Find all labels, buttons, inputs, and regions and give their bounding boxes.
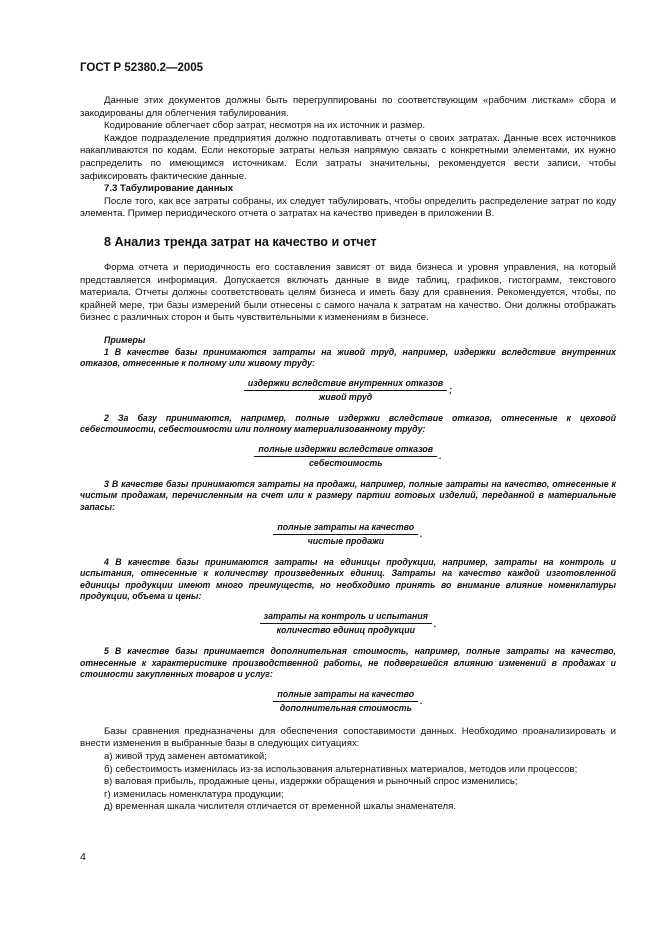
formula-1-punct: ; [449, 385, 453, 396]
paragraph-2: Кодирование облегчает сбор затрат, несмотря на их источник и размер. [104, 120, 425, 132]
example-4-text: 4 В качестве базы принимаются затраты на единицы продукции, например, затраты на контроль и испытания, отнесенные к количеству произведенных единиц. Затраты на качество каждой изготовленной единицы продукции имеют много преимуществ, но необходимо принять во внимание влияние номенклатуры продукции, объема и цены: [80, 556, 616, 602]
formula-3-punct: . [420, 529, 423, 540]
formula-5-numerator: полные затраты на качество [273, 689, 418, 702]
formula-2-punct: . [439, 451, 442, 462]
list-item-v: в) валовая прибыль, продажные цены, издержки обращения и рыночный спрос изменились; [104, 776, 518, 788]
formula-2-numerator: полные издержки вследствие отказов [254, 444, 437, 457]
example-5-text: 5 В качестве базы принимается дополнительная стоимость, например, полные затраты на качество, отнесенные к характеристике производственной работы, не подвергшейся влиянию изменений в продажах и стоимости закупленных товаров и услуг: [80, 646, 616, 680]
example-1-text: 1 В качестве базы принимаются затраты на живой труд, например, издержки вследствие внутренних отказов, отнесенные к полному или живому труду: [80, 346, 616, 369]
example-2-text: 2 За базу принимаются, например, полные издержки вследствие отказов, отнесенные к цеховой себестоимости, себестоимости или полному материализованному труду: [80, 412, 616, 435]
subsection-7-3-title: 7.3 Табулирование данных [104, 183, 234, 195]
formula-3-denominator: чистые продажи [307, 535, 384, 546]
formula-3 [80, 522, 616, 547]
list-item-g: г) изменилась номенклатура продукции; [104, 788, 284, 800]
page-content [80, 62, 616, 814]
formula-4-numerator: затраты на контроль и испытания [260, 611, 432, 624]
formula-3-numerator: полные затраты на качество [273, 522, 418, 535]
formula-5-denominator: дополнительная стоимость [279, 702, 412, 713]
paragraph-4: После того, как все затраты собраны, их следует табулировать, чтобы определить распределение затрат по коду элемента. Пример периодического отчета о затратах на качество приведен в приложении В. [80, 195, 616, 220]
paragraph-3: Каждое подразделение предприятия должно подготавливать отчеты о своих затратах. Данные всех источников накапливаются по кодам. Если некоторые затраты нельзя напрямую связать с конкретными элементами, их нужно распределить по имеющимся источникам. Если затраты значительны, рекомендуется вести записи, чтобы зафиксировать фактические данные. [80, 132, 616, 182]
formula-4 [80, 611, 616, 636]
formula-4-denominator: количество единиц продукции [276, 625, 415, 636]
examples-title: Примеры [104, 334, 146, 345]
formula-2-denominator: себестоимость [309, 457, 383, 468]
paragraph-6: Базы сравнения предназначены для обеспечения сопоставимости данных. Необходимо проанализировать и внести изменения в выбранные базы в следующих ситуациях: [80, 725, 616, 750]
formula-5 [80, 689, 616, 714]
paragraph-5: Форма отчета и периодичность его составления зависят от вида бизнеса и уровня управления, на который представляется информация. Допускается включать данные в виде таблиц, графиков, гистограмм, текстового материала. Отчеты должны соответствовать целям бизнеса и иметь базу для сравнения. Рекомендуется, чтобы, по крайней мере, три базы измерений были отнесены с самого начала к затратам на качество. Они должны отображать бизнес с различных сторон и быть чувствительными к изменениям в бизнесе. [80, 261, 616, 324]
formula-1-denominator: живой труд [318, 391, 373, 402]
list-item-b: б) себестоимость изменилась из-за использования альтернативных материалов, методов или процессов; [104, 763, 578, 775]
example-3-text: 3 В качестве базы принимаются затраты на продажи, например, полные затраты на качество, отнесенные к чистым продажам, перечисленным на счет или к размеру партии готовых изделий, переданной в материальные запасы: [80, 478, 616, 513]
document-header: ГОСТ Р 52380.2—2005 [80, 62, 204, 74]
list-item-d: д) временная шкала числителя отличается от временной шкалы знаменателя. [104, 801, 457, 813]
formula-4-punct: . [433, 618, 437, 629]
list-item-a: а) живой труд заменен автоматикой; [104, 751, 267, 762]
section-8-title: 8 Анализ тренда затрат на качество и отчет [104, 234, 377, 249]
formula-1 [80, 378, 616, 403]
formula-2 [80, 444, 616, 469]
page-number: 4 [80, 851, 86, 863]
formula-5-punct: . [420, 696, 423, 707]
paragraph-1: Данные этих документов должны быть перегруппированы по соответствующим «рабочим листкам» сбора и закодированы для облегчения табулирования. [80, 95, 616, 119]
formula-1-numerator: издержки вследствие внутренних отказов [244, 378, 447, 391]
